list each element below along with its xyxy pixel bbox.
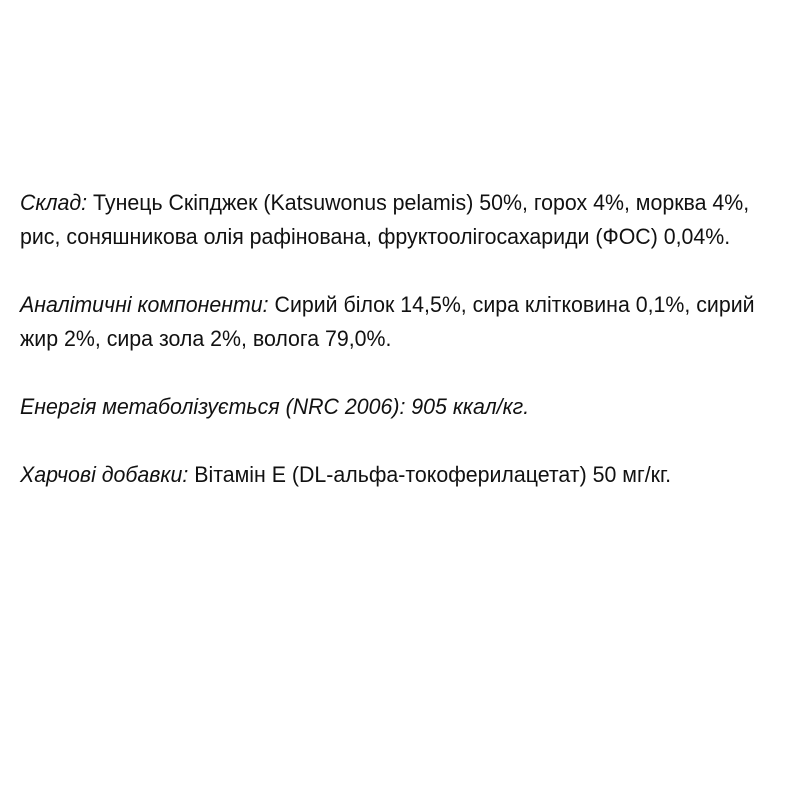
energy-text: Енергія метаболізується (NRC 2006): 905 ккал/кг. xyxy=(20,394,530,419)
analytical-components-paragraph xyxy=(20,288,767,356)
analytical-components-text: Сирий білок 14,5%, сира клітковина 0,1%, сирий жир 2%, сира зола 2%, волога 79,0%. xyxy=(20,292,755,351)
energy-paragraph xyxy=(20,390,767,424)
food-additives-text: Вітамін Е (DL-альфа-токоферилацетат) 50 мг/кг. xyxy=(188,462,672,487)
composition-label: Склад: xyxy=(20,190,88,215)
analytical-components-label: Аналітичні компоненти: xyxy=(20,292,269,317)
food-additives-label: Харчові добавки: xyxy=(20,462,189,487)
composition-paragraph xyxy=(20,186,767,254)
composition-text: Тунець Скіпджек (Katsuwonus pelamis) 50%, горох 4%, морква 4%, рис, соняшникова олія рафінована, фруктоолігосахариди (ФОС) 0,04%. xyxy=(20,190,750,249)
food-additives-paragraph xyxy=(20,458,767,492)
ingredients-document xyxy=(20,186,767,492)
